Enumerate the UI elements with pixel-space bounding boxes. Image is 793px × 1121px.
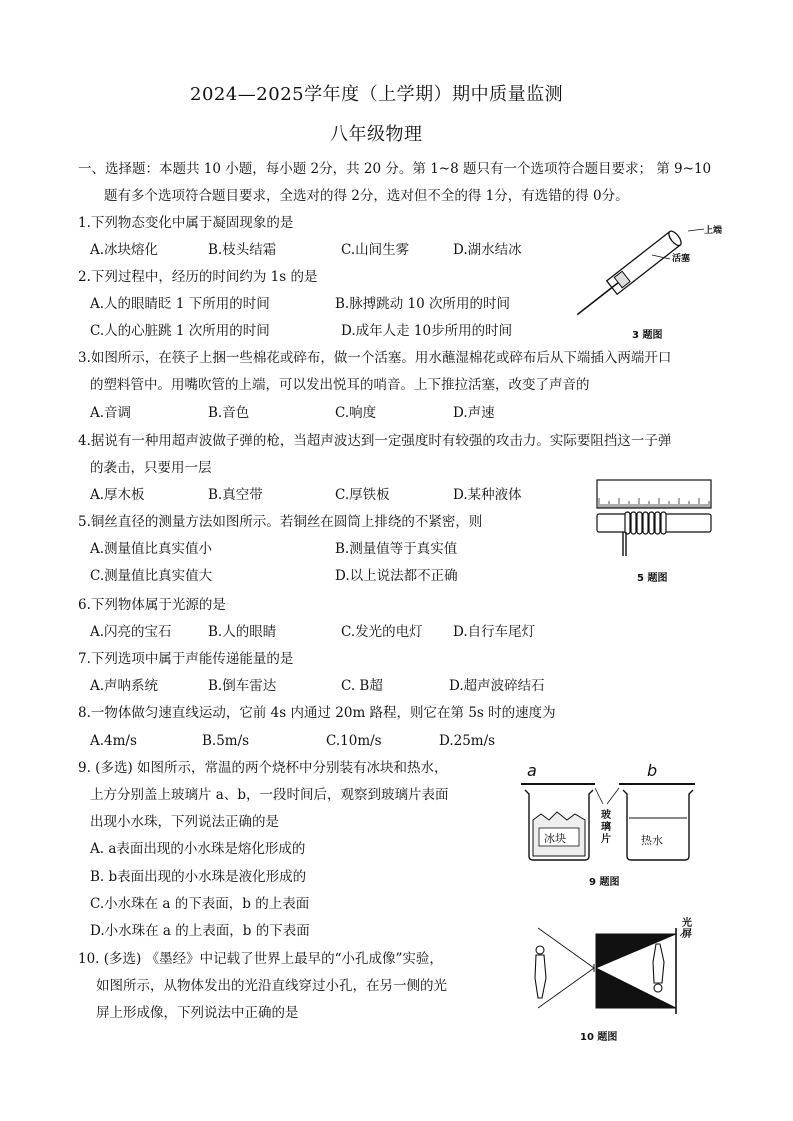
question-10-stem-line2: 如图所示，从物体发出的光沿直线穿过小孔，在另一侧的光 (96, 978, 447, 994)
question-7-stem: 7.下列选项中属于声能传递能量的是 (78, 651, 294, 667)
question-3-option-c: C.响度 (335, 405, 377, 421)
question-5-stem: 5.铜丝直径的测量方法如图所示。若铜丝在圆筒上排绕的不紧密，则 (78, 514, 483, 530)
wire-coil (637, 512, 642, 534)
question-7-option-a: A.声呐系统 (90, 678, 159, 694)
question-4-option-d: D.某种液体 (453, 487, 522, 503)
question-3-option-d: D.声速 (453, 405, 495, 421)
pinhole-camera-diagram (520, 918, 698, 1018)
label-a: a (527, 761, 537, 780)
question-9-stem-line1: 9. (多选) 如图所示，常温的两个烧杯中分别装有冰块和热水， (78, 760, 448, 776)
question-9-option-b: B. b表面出现的小水珠是液化形成的 (90, 869, 307, 885)
wire-coil (649, 512, 654, 534)
wire-coil (625, 512, 630, 534)
question-3-stem-line1: 3.如图所示，在筷子上捆一些棉花或碎布，做一个活塞。用水蘸湿棉花或碎布后从下端插入两端开口 (78, 350, 672, 366)
question-5-option-b: B.测量值等于真实值 (335, 541, 458, 557)
question-9-stem-line3: 出现小水珠，下列说法正确的是 (90, 814, 279, 830)
question-3-stem-line2: 的塑料管中。用嘴吹管的上端，可以发出悦耳的哨音。上下推拉活塞，改变了声音的 (90, 377, 590, 393)
question-2-option-d: D.成年人走 10步所用的时间 (341, 323, 513, 339)
question-8-option-a: A.4m/s (90, 733, 137, 749)
figure-10 (520, 918, 698, 1018)
question-6-option-a: A.闪亮的宝石 (90, 624, 172, 640)
question-4-stem-line2: 的袭击，只要用一层 (90, 460, 212, 476)
figure-3-caption: 3 题图 (632, 330, 663, 341)
question-6-option-b: B.人的眼睛 (208, 624, 277, 640)
question-5-option-a: A.测量值比真实值小 (90, 541, 213, 557)
wire-coils (625, 512, 666, 534)
wire-coil (661, 512, 666, 534)
question-7-option-d: D.超声波碎结石 (449, 678, 545, 694)
light-screen-label: 光屏 (682, 918, 692, 940)
question-4-option-c: C.厚铁板 (335, 487, 390, 503)
question-1-option-d: D.湖水结冰 (453, 242, 522, 258)
question-9-option-d: D.小水珠在 a 的上表面，b 的下表面 (90, 923, 310, 939)
question-9-stem-line2: 上方分别盖上玻璃片 a、b，一段时间后，观察到玻璃片表面 (90, 787, 449, 803)
question-1-option-a: A.冰块熔化 (90, 242, 159, 258)
section-intro-line2: 题有多个选项符合题目要求，全选对的得 2分，选对但不全的得 1分，有选错的得 0分。 (104, 188, 629, 204)
wire-coil (631, 512, 636, 534)
question-10-stem-line3: 屏上形成像，下列说法中正确的是 (96, 1005, 299, 1021)
hot-water-label: 热水 (641, 834, 663, 847)
question-5-option-d: D.以上说法都不正确 (335, 568, 458, 584)
question-8-option-b: B.5m/s (202, 733, 250, 749)
question-6-stem: 6.下列物体属于光源的是 (78, 597, 226, 613)
question-9-option-a: A. a表面出现的小水珠是熔化形成的 (90, 841, 306, 857)
question-1-stem: 1.下列物态变化中属于凝固现象的是 (78, 215, 294, 231)
question-4-stem-line1: 4.据说有一种用超声波做子弹的枪，当超声波达到一定强度时有较强的攻击力。实际要阻挡这一子弹 (78, 433, 672, 449)
label-top-end: 上端 (704, 226, 723, 236)
question-3-option-b: B.音色 (208, 405, 250, 421)
ice-label: 冰块 (544, 832, 566, 845)
question-8-option-c: C.10m/s (326, 733, 382, 749)
figure-9 (515, 760, 710, 872)
question-8-option-d: D.25m/s (439, 733, 496, 749)
question-4-option-b: B.真空带 (208, 487, 263, 503)
wire-coil (655, 512, 660, 534)
question-2-option-b: B.脉搏跳动 10 次所用的时间 (335, 296, 510, 312)
person-figure (535, 946, 546, 998)
question-6-option-c: C.发光的电灯 (341, 624, 423, 640)
figure-9-caption: 9 题图 (589, 877, 620, 888)
figure-10-caption: 10 题图 (580, 1032, 618, 1043)
page-title: 2024—2025学年度（上学期）期中质量监测 (190, 84, 564, 105)
page-subtitle: 八年级物理 (330, 124, 423, 145)
figure-5 (595, 474, 715, 566)
tube-piston-diagram (590, 215, 723, 315)
glass-plate-label: 玻璃片 (601, 810, 611, 845)
question-2-stem: 2.下列过程中，经历的时间约为 1s 的是 (78, 269, 318, 285)
question-1-option-b: B.枝头结霜 (208, 242, 277, 258)
question-9-option-c: C.小水珠在 a 的下表面，b 的上表面 (90, 896, 310, 912)
wire-coil (643, 512, 648, 534)
label-b: b (647, 761, 658, 780)
figure-3 (590, 215, 723, 315)
question-2-option-a: A.人的眼睛眨 1 下所用的时间 (90, 296, 270, 312)
question-6-option-d: D.自行车尾灯 (453, 624, 536, 640)
question-1-option-c: C.山间生雾 (341, 242, 410, 258)
ruler-wire-diagram (595, 474, 715, 566)
label-piston: 活塞 (672, 254, 691, 264)
question-7-option-b: B.倒车雷达 (208, 678, 277, 694)
figure-5-caption: 5 题图 (637, 573, 668, 584)
question-8-stem: 8.一物体做匀速直线运动，它前 4s 内通过 20m 路程，则它在第 5s 时的速度为 (78, 705, 556, 721)
question-3-option-a: A.音调 (90, 405, 132, 421)
question-7-option-c: C. B超 (341, 678, 383, 694)
beakers-diagram (515, 760, 710, 872)
question-10-stem-line1: 10. (多选) 《墨经》中记载了世界上最早的“小孔成像”实验， (78, 951, 443, 967)
question-5-option-c: C.测量值比真实值大 (90, 568, 213, 584)
question-2-option-c: C.人的心脏跳 1 次所用的时间 (90, 323, 270, 339)
section-intro-line1: 一、选择题：本题共 10 小题，每小题 2分，共 20 分。第 1~8 题只有一个选项符合题目要求； 第 9~10 (78, 161, 712, 177)
question-4-option-a: A.厚木板 (90, 487, 145, 503)
